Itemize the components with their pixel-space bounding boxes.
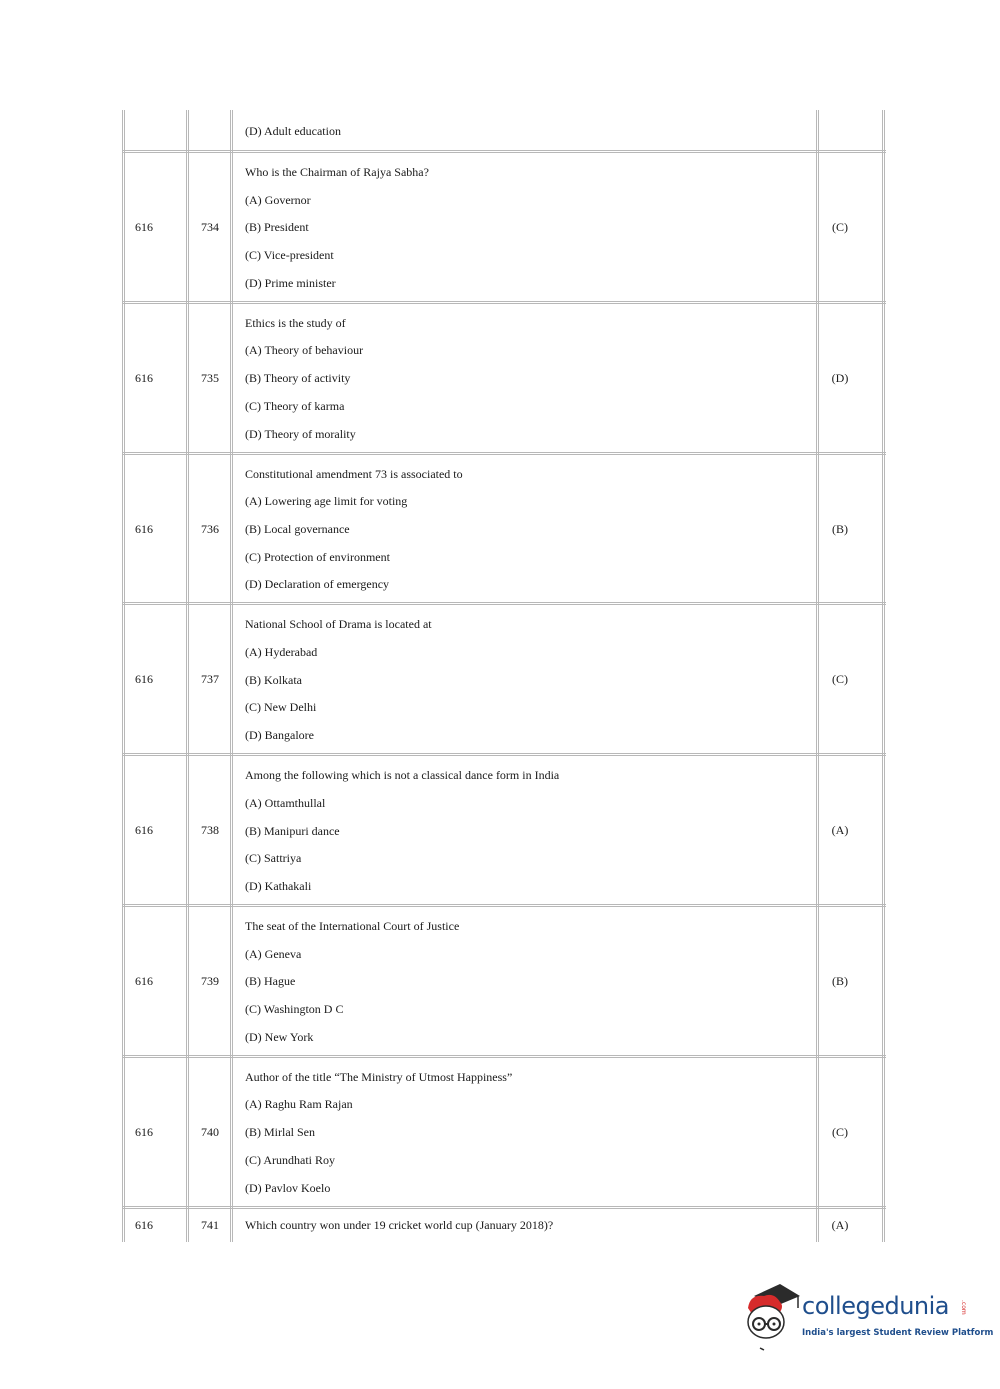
row-rule xyxy=(122,454,886,455)
option-text: (D) Pavlov Koelo xyxy=(245,1180,331,1195)
row-rule xyxy=(122,906,886,907)
row-rule xyxy=(122,753,886,754)
paper-code: 616 xyxy=(135,823,153,838)
mascot-icon xyxy=(740,1282,802,1352)
paper-code: 616 xyxy=(135,1218,153,1232)
option-text: (D) Declaration of emergency xyxy=(245,577,390,592)
row-rule xyxy=(122,303,886,304)
question-text: Constitutional amendment 73 is associated to xyxy=(245,466,463,481)
row-rule xyxy=(122,604,886,605)
question-number: 738 xyxy=(201,823,219,838)
answer-key: (B) xyxy=(832,521,848,536)
option-text: (C) Theory of karma xyxy=(245,398,345,413)
question-block xyxy=(245,316,815,454)
question-number: 734 xyxy=(201,220,219,234)
option-text: (A) Raghu Ram Rajan xyxy=(245,1097,353,1112)
paper-code: 616 xyxy=(135,672,153,687)
option-text: (C) Washington D C xyxy=(245,1002,344,1017)
option-text: (A) Hyderabad xyxy=(245,645,318,660)
answer-key: (C) xyxy=(832,1124,848,1139)
table-row xyxy=(122,151,886,302)
option-text: (D) Bangalore xyxy=(245,728,314,743)
option-text: (C) Protection of environment xyxy=(245,549,390,564)
answer-key: (C) xyxy=(832,672,848,687)
paper-code: 616 xyxy=(135,1124,153,1139)
paper-code: 616 xyxy=(135,220,153,234)
option-text: (A) Governor xyxy=(245,192,311,207)
option-text: (B) Kolkata xyxy=(245,672,302,687)
option-text: (C) Arundhati Roy xyxy=(245,1152,335,1167)
answer-key: (A) xyxy=(831,823,849,838)
option-text: (B) Manipuri dance xyxy=(245,823,340,838)
question-text: Among the following which is not a classical dance form in India xyxy=(245,768,560,783)
paper-code: 616 xyxy=(135,974,153,988)
row-rule xyxy=(122,1206,886,1207)
table-row-partial-top xyxy=(122,110,886,151)
row-rule xyxy=(122,602,886,603)
question-text: The seat of the International Court of Justice xyxy=(245,919,460,933)
paper-code: 616 xyxy=(135,521,153,536)
row-rule xyxy=(122,152,886,153)
option-text: (D) Adult education xyxy=(245,124,341,138)
table-row xyxy=(122,603,886,754)
question-text: Ethics is the study of xyxy=(245,315,346,330)
option-text: (C) Sattriya xyxy=(245,851,302,866)
row-rule xyxy=(122,452,886,453)
option-text: (B) Local governance xyxy=(245,521,350,536)
answer-key: (B) xyxy=(832,974,848,988)
question-number: 736 xyxy=(201,521,219,536)
question-number: 741 xyxy=(201,1218,219,1232)
question-number: 735 xyxy=(201,370,219,385)
row-rule xyxy=(122,301,886,302)
question-text: Who is the Chairman of Rajya Sabha? xyxy=(245,165,429,179)
paper-code: 616 xyxy=(135,370,153,385)
option-text: (B) Theory of activity xyxy=(245,371,351,386)
table-row xyxy=(122,453,886,604)
option-text: (A) Theory of behaviour xyxy=(245,343,364,358)
row-rule xyxy=(122,1057,886,1058)
question-number: 739 xyxy=(201,974,219,988)
collegedunia-logo xyxy=(740,1282,994,1352)
question-block xyxy=(245,617,815,755)
question-text: Which country won under 19 cricket world cup (January 2018)? xyxy=(245,1218,554,1232)
option-text: (D) Theory of morality xyxy=(245,426,356,441)
question-text: National School of Drama is located at xyxy=(245,617,432,632)
logo-tagline: India's largest Student Review Platform xyxy=(802,1328,994,1338)
question-block xyxy=(245,467,815,605)
table-row xyxy=(122,905,886,1056)
option-text: (D) Prime minister xyxy=(245,275,336,290)
answer-key: (A) xyxy=(831,1218,849,1232)
option-text: (B) Mirlal Sen xyxy=(245,1125,315,1140)
row-rule xyxy=(122,904,886,905)
option-text: (B) Hague xyxy=(245,974,296,989)
question-block xyxy=(245,1070,815,1208)
row-rule xyxy=(122,1208,886,1209)
row-rule xyxy=(122,755,886,756)
table-row-partial-bottom xyxy=(122,1207,886,1242)
option-text: (A) Geneva xyxy=(245,946,302,961)
question-block xyxy=(245,768,815,906)
logo-wordmark: collegedunia xyxy=(802,1292,950,1320)
option-text: (A) Lowering age limit for voting xyxy=(245,494,408,509)
option-text: (B) President xyxy=(245,220,309,235)
option-text: (C) New Delhi xyxy=(245,700,317,715)
question-block xyxy=(245,919,815,1057)
question-table xyxy=(122,110,886,1242)
option-text: (D) Kathakali xyxy=(245,878,312,893)
question-text: Author of the title “The Ministry of Utmost Happiness” xyxy=(245,1069,513,1084)
question-number: 737 xyxy=(201,672,219,687)
option-text: (C) Vice-president xyxy=(245,248,334,263)
question-number: 740 xyxy=(201,1124,219,1139)
table-row xyxy=(122,302,886,453)
table-row xyxy=(122,754,886,905)
option-text: (A) Ottamthullal xyxy=(245,795,326,810)
question-block xyxy=(245,165,815,303)
row-rule xyxy=(122,150,886,151)
table-row xyxy=(122,1056,886,1207)
option-text: (D) New York xyxy=(245,1029,314,1044)
answer-key: (C) xyxy=(832,220,848,234)
row-rule xyxy=(122,1055,886,1056)
answer-key: (D) xyxy=(831,370,849,385)
logo-suffix: .com xyxy=(960,1300,967,1315)
